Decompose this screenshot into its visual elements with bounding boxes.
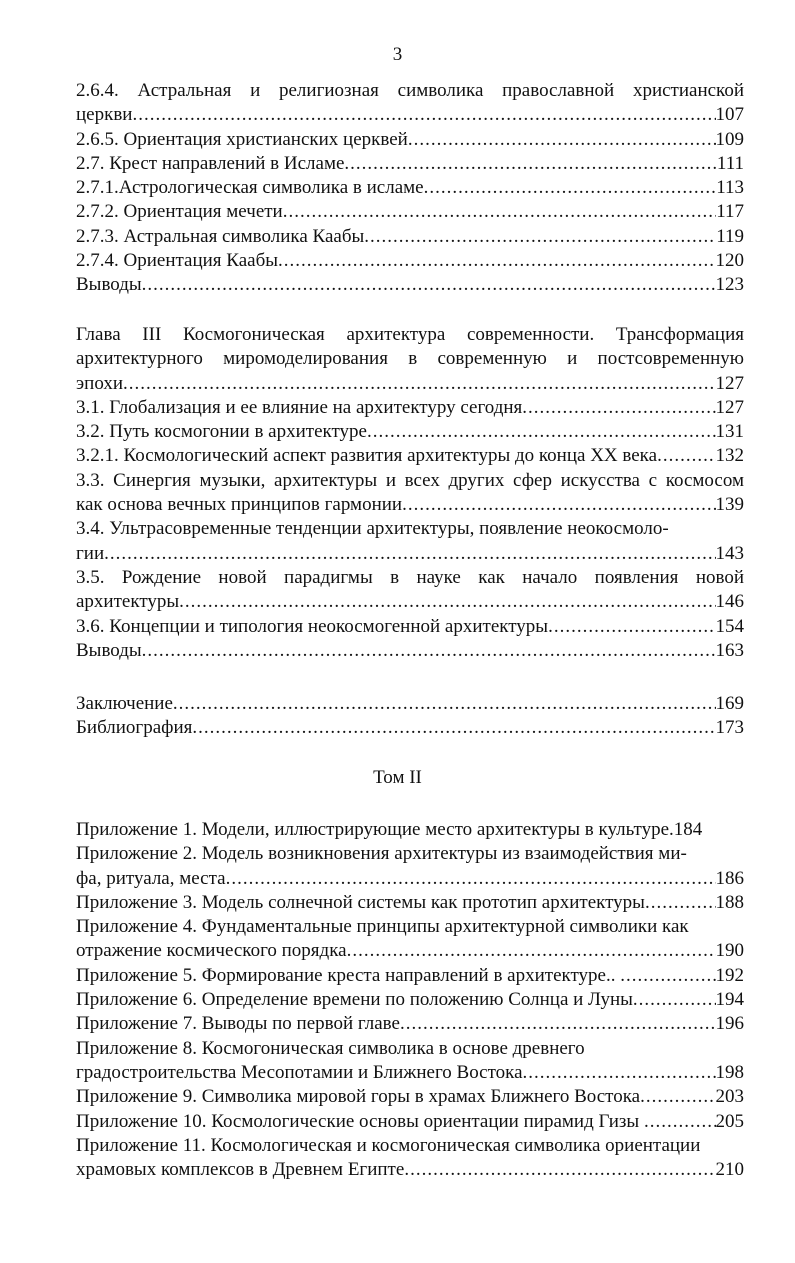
toc-leader-dots: [283, 200, 716, 224]
toc-leader-dots: [404, 1158, 715, 1182]
toc-entry-heading: архитектурного миромоделирования в современную и постсовременную: [76, 348, 744, 370]
toc-leader-dots: [179, 590, 715, 614]
toc-entry-title: градостроительства Месопотамии и Ближнего Востока: [76, 1061, 523, 1083]
toc-entry-page: 194: [715, 989, 744, 1011]
toc-entry-title: эпохи: [76, 372, 124, 394]
toc-entry: [76, 444, 744, 468]
toc-entry-title: Приложение 6. Определение времени по положению Солнца и Луны: [76, 989, 633, 1011]
toc-entry-title: Приложение 3. Модель солнечной системы как прототип архитектуры: [76, 891, 645, 913]
toc-entry: [76, 716, 744, 740]
toc-leader-dots: [123, 372, 715, 396]
toc-leader-dots: [104, 542, 715, 566]
toc-entry-title: церкви: [76, 104, 133, 126]
toc-leader-dots: [424, 176, 717, 200]
toc-entry-page: 107: [715, 104, 744, 126]
toc-entry: [76, 176, 744, 200]
toc-entry-page: 127: [715, 372, 744, 394]
toc-entry-heading: Приложение 2. Модель возникновения архитектуры из взаимодействия ми-: [76, 843, 687, 865]
toc-entry-title: храмовых комплексов в Древнем Египте: [76, 1159, 405, 1181]
toc-entry-page: 127: [715, 396, 744, 418]
toc-entry: [76, 225, 744, 249]
toc-section-appendices: [76, 818, 744, 1182]
toc-entry-page: 109: [715, 128, 744, 150]
toc-entry-title: Заключение: [76, 693, 173, 714]
toc-leader-dots: [523, 1061, 716, 1085]
toc-leader-dots: [367, 420, 716, 444]
toc-entry: [76, 273, 744, 297]
toc-entry: [76, 639, 744, 663]
toc-leader-dots: [644, 1110, 716, 1134]
toc-entry-heading: Приложение 1. Модели, иллюстрирующие место архитектуры в культуре.184: [76, 819, 703, 840]
toc-entry-title: Приложение 9. Символика мировой горы в храмах Ближнего Востока: [76, 1086, 641, 1108]
toc-entry-title: гии: [76, 542, 105, 564]
toc-leader-dots: [548, 615, 715, 639]
toc-leader-dots: [142, 639, 716, 663]
toc-entry-page: 205: [715, 1110, 744, 1132]
volume-heading: Том II: [373, 767, 422, 788]
toc-entry: [76, 542, 744, 566]
toc-entry-title: отражение космического порядка: [76, 940, 347, 962]
toc-entry-title: архитектуры: [76, 591, 180, 613]
toc-leader-dots: [142, 273, 716, 297]
toc-section-conclusion: [76, 692, 744, 741]
toc-entry-page: 186: [715, 867, 744, 889]
toc-leader-dots: [645, 891, 716, 915]
toc-entry-page: 117: [716, 201, 744, 223]
toc-leader-dots: [620, 964, 715, 988]
toc-entry: [76, 615, 744, 639]
toc-leader-dots: [132, 103, 715, 127]
toc-entry-heading: Приложение 11. Космологическая и космогоническая символика ориентации: [76, 1134, 701, 1156]
toc-entry-page: 210: [715, 1159, 744, 1181]
toc-entry-title: 3.2.1. Космологический аспект развития архитектуры до конца XX века: [76, 445, 658, 467]
toc-entry-title: Выводы: [76, 639, 142, 661]
toc-entry-heading: 3.4. Ультрасовременные тенденции архитектуры, появление неокосмоло-: [76, 518, 669, 540]
toc-entry-page: 131: [715, 421, 744, 443]
toc-entry: [76, 867, 744, 891]
toc-entry-title: 3.6. Концепции и типология неокосмогенной архитектуры: [76, 615, 549, 637]
toc-entry-page: 163: [715, 639, 744, 661]
toc-section-chapter-3: [76, 323, 744, 663]
toc-entry-title: 2.7.4. Ориентация Каабы: [76, 250, 279, 272]
toc-entry: [76, 128, 744, 152]
toc-entry-title: Приложение 10. Космологические основы ориентации пирамид Гизы: [76, 1110, 644, 1132]
toc-entry-page: 188: [715, 891, 744, 913]
toc-entry-heading: 3.5. Рождение новой парадигмы в науке как начало появления новой: [76, 566, 744, 588]
toc-entry: [76, 891, 744, 915]
toc-entry: [76, 103, 744, 127]
toc-entry: [76, 249, 744, 273]
toc-entry: [76, 420, 744, 444]
toc-entry-title: 3.1. Глобализация и ее влияние на архитектуру сегодня: [76, 396, 523, 418]
toc-entry: [76, 396, 744, 420]
toc-entry-page: 169: [715, 693, 744, 714]
toc-leader-dots: [347, 939, 716, 963]
toc-leader-dots: [278, 249, 715, 273]
toc-entry-title: Приложение 5. Формирование креста направлений в архитектуре..: [76, 964, 621, 986]
toc-leader-dots: [400, 1012, 716, 1036]
toc-entry-page: 139: [715, 494, 744, 516]
toc-entry-page: 111: [716, 152, 744, 174]
toc-leader-dots: [402, 493, 715, 517]
toc-leader-dots: [640, 1085, 715, 1109]
toc-entry: [76, 372, 744, 396]
toc-entry: [76, 692, 744, 716]
toc-entry-title: как основа вечных принципов гармонии: [76, 494, 403, 516]
toc-entry-title: Выводы: [76, 274, 142, 296]
toc-entry-title: фа, ритуала, места: [76, 867, 226, 889]
toc-entry-title: 3.2. Путь космогонии в архитектуре: [76, 421, 367, 443]
toc-entry-page: 173: [715, 717, 744, 739]
toc-entry: [76, 493, 744, 517]
toc-entry-page: 190: [715, 940, 744, 962]
toc-entry-title: Приложение 7. Выводы по первой главе: [76, 1013, 400, 1035]
toc-entry-title: 2.6.5. Ориентация христианских церквей: [76, 128, 408, 150]
toc-entry-heading: Приложение 4. Фундаментальные принципы архитектурной символики как: [76, 916, 689, 938]
toc-entry: [76, 988, 744, 1012]
toc-entry-page: 132: [715, 445, 744, 467]
toc-entry-page: 113: [716, 177, 744, 199]
toc-entry-title: 2.7.3. Астральная символика Каабы: [76, 225, 365, 247]
toc-entry: [76, 1012, 744, 1036]
toc-entry-page: 203: [715, 1086, 744, 1108]
toc-entry: [76, 200, 744, 224]
toc-entry: [76, 939, 744, 963]
toc-leader-dots: [657, 444, 715, 468]
toc-leader-dots: [173, 692, 716, 716]
toc-entry-title: 2.7. Крест направлений в Исламе: [76, 152, 345, 174]
toc-leader-dots: [408, 128, 716, 152]
toc-entry-page: 146: [715, 591, 744, 613]
toc-entry-page: 143: [715, 542, 744, 564]
toc-entry-title: 2.7.2. Ориентация мечети: [76, 201, 283, 223]
toc-leader-dots: [364, 225, 716, 249]
toc-entry-page: 192: [715, 964, 744, 986]
toc-entry-heading: 3.3. Синергия музыки, архитектуры и всех других сфер искусства с космосом: [76, 469, 744, 491]
toc-entry-page: 120: [715, 250, 744, 272]
toc-entry-title: Библиография: [76, 717, 193, 739]
toc-section-chapter-2-end: [76, 79, 744, 298]
toc-leader-dots: [192, 716, 715, 740]
toc-entry-heading: Приложение 8. Космогоническая символика в основе древнего: [76, 1037, 585, 1059]
toc-entry: [76, 1110, 744, 1134]
toc-entry-heading: 2.6.4. Астральная и религиозная символика православной христианской: [76, 80, 744, 101]
toc-entry-page: 196: [715, 1013, 744, 1035]
toc-leader-dots: [633, 988, 716, 1012]
toc-entry-page: 154: [715, 615, 744, 637]
toc-entry: [76, 1061, 744, 1085]
toc-entry: [76, 590, 744, 614]
toc-entry-page: 119: [716, 225, 744, 247]
toc-leader-dots: [522, 396, 715, 420]
toc-entry: [76, 1158, 744, 1182]
toc-entry: [76, 964, 744, 988]
page-number: 3: [392, 44, 403, 65]
toc-entry-page: 198: [715, 1061, 744, 1083]
toc-entry-heading: Глава III Космогоническая архитектура современности. Трансформация: [76, 324, 744, 345]
toc-entry: [76, 152, 744, 176]
toc-leader-dots: [226, 867, 716, 891]
toc-entry: [76, 1085, 744, 1109]
toc-entry-title: 2.7.1.Астрологическая символика в исламе: [76, 177, 424, 199]
toc-leader-dots: [344, 152, 717, 176]
toc-entry-page: 123: [715, 274, 744, 296]
